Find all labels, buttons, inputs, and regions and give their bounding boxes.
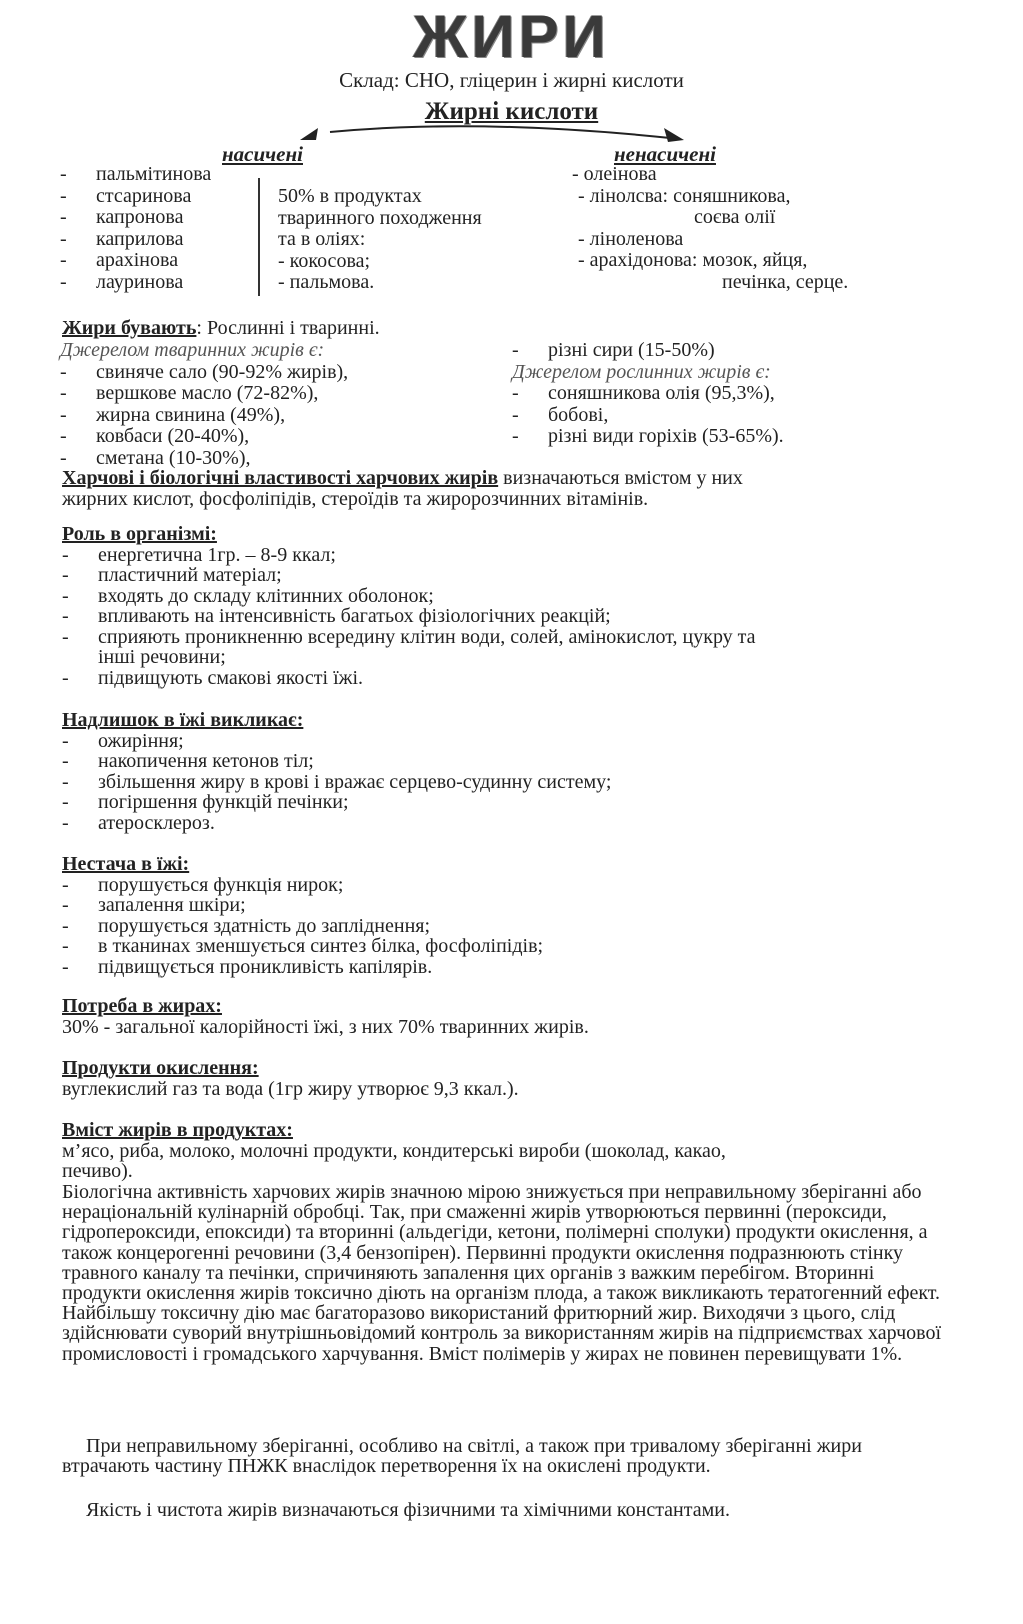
content-section [62,1120,942,1182]
list-item: - олеінова [572,163,657,185]
animal-sources [60,340,348,469]
composition-line: Склад: СНО, гліцерин і жирні кислоти [339,68,684,92]
oxidation-text: вуглекислий газ та вода (1гр жиру утворює 9,3 ккал.). [62,1077,519,1100]
note-line: 50% в продуктах [278,185,422,207]
paragraph: Якість і чистота жирів визначаються фізичними та хімічними константами. [86,1499,730,1521]
list-item: - в тканинах зменшується синтез білка, фосфоліпідів; [62,935,544,957]
list-item: - арахідонова: мозок, яйця, [578,249,808,271]
note-line: та в оліях: [278,228,366,250]
need-section [62,996,942,1037]
list-item: - бобові, [512,403,609,426]
list-item: - соняшникова олія (95,3%), [512,382,775,404]
paragraph: При неправильному зберіганні, особливо на світлі, а також при тривалому зберіганні жири втрачають частину ПНЖК внаслідок перетворення їх на окислені продукти. [62,1435,862,1478]
paragraph: Біологічна активність харчових жирів значною мірою знижується при неправильному зберіганні або нераціональній кулінарній обробці. Так, при смаженні жирів утворюються первинні (пероксиди, гідропероксиди, епоксиди) та вторинні (альдегіди, кетони, полімерні сполуки) продукти окислення, а також концерогенні речовини (3,4 бензопірен). Первинні продукти окислення подразнюють стінку травного каналу та печінки, спричиняють запалення цих органів з важким перебігом. Вторинні продукти окислення жирів токсично діють на організм плода, а також викликають тератогенний ефект. Найбільшу токсичну дію має багаторазово використаний фритюрний жир. Виходячи з цього, слід здійснювати суворий внутрішньовідомий контроль за використанням жирів на підприємствах харчової промисловості і громадського харчування. Вміст полімерів у жирах не повинен перевищувати 1%. [62,1181,942,1365]
list-item: - ожиріння; [62,729,184,752]
oxidation-section [62,1058,942,1099]
list-item: - атеросклероз. [62,811,215,834]
note-line: тваринного походження [278,206,482,229]
deficit-heading: Нестача в їжі: [62,853,190,875]
unsaturated-label: ненасичені [614,142,716,166]
list-item: соєва олії [694,206,776,228]
fats-types-text: : Рослинні і тваринні. [196,317,380,339]
list-item: - капронова [60,206,184,228]
list-item: - сприяють проникненню всередину клітин води, солей, амінокислот, цукру та [62,625,756,648]
page-title: ЖИРИ [413,3,610,70]
list-item: - порушується функція нирок; [62,873,344,896]
list-item: - впливають на інтенсивність багатьох фізіологічних реакцій; [62,605,611,627]
role-heading: Роль в організмі: [62,523,217,545]
list-item: - погіршення функцій печінки; [62,791,349,813]
deficit-section [62,854,942,977]
saturated-label: насичені [222,142,303,166]
list-item: - енергетична 1гр. – 8-9 ккал; [62,543,336,566]
list-item: - ліноленова [578,227,684,250]
list-item: - вершкове масло (72-82%), [60,382,319,404]
note-line: - пальмова. [278,271,375,293]
excess-section [62,710,942,833]
list-item: печінка, серце. [722,270,849,293]
list-item: інші речовини; [98,646,226,668]
divider [258,178,260,296]
list-item: - каприлова [60,227,184,250]
list-item: - пластичний матеріал; [62,564,282,586]
need-heading: Потреба в жирах: [62,995,222,1017]
list-item: - збільшення жиру в крові і вражає серцево-судинну систему; [62,770,612,793]
branch-arrows-icon [0,0,1023,170]
plant-sources-label: Джерелом рослинних жирів є: [512,360,771,383]
list-item: - стсаринова [60,184,192,207]
list-item: - жирна свинина (49%), [60,403,286,426]
list-item: - підвищують смакові якості їжі. [62,666,363,689]
properties-text: жирних кислот, фосфоліпідів, стероїдів та жиророзчинних вітамінів. [62,487,649,510]
list-item: - входять до складу клітинних оболонок; [62,584,434,607]
unsaturated-list [572,164,848,293]
properties-block [62,468,942,509]
content-heading: Вміст жирів в продуктах: [62,1119,293,1141]
fats-types-line [62,318,380,340]
list-item: - лінолсва: соняшникова, [578,184,791,207]
properties-text: визначаються вмістом у них [498,467,743,489]
role-section [62,524,942,688]
list-item: - пальмітинова [60,163,212,185]
plant-sources [512,340,784,448]
list-item: - порушується здатність до запліднення; [62,914,431,937]
list-item: - запалення шкіри; [62,894,246,916]
saturated-note [278,186,482,294]
list-item: - арахінова [60,249,179,271]
content-text: печиво). [62,1160,133,1182]
list-item: - накопичення кетонов тіл; [62,750,314,772]
content-text: м’ясо, риба, молоко, молочні продукти, кондитерські вироби (шоколад, какао, [62,1139,726,1162]
list-item: - лауринова [60,270,184,293]
list-item: - різні сири (15-50%) [512,339,715,361]
oxidation-heading: Продукти окислення: [62,1057,259,1079]
animal-sources-label: Джерелом тваринних жирів є: [60,339,325,361]
fatty-acids-heading: Жирні кислоти [424,98,599,125]
need-text: 30% - загальної калорійності їжі, з них 70% тваринних жирів. [62,1015,589,1038]
properties-heading: Харчові і біологічні властивості харчових жирів [62,467,499,489]
list-item: - сметана (10-30%), [60,446,251,469]
note-line: - кокосова; [278,249,371,272]
list-item: - свиняче сало (90-92% жирів), [60,360,349,383]
list-item: - підвищується проникливість капілярів. [62,955,433,978]
saturated-list [60,164,211,293]
excess-heading: Надлишок в їжі викликає: [62,709,304,731]
fats-types-heading: Жири бувають [62,317,197,339]
list-item: - різні види горіхів (53-65%). [512,425,784,447]
list-item: - ковбаси (20-40%), [60,425,250,447]
